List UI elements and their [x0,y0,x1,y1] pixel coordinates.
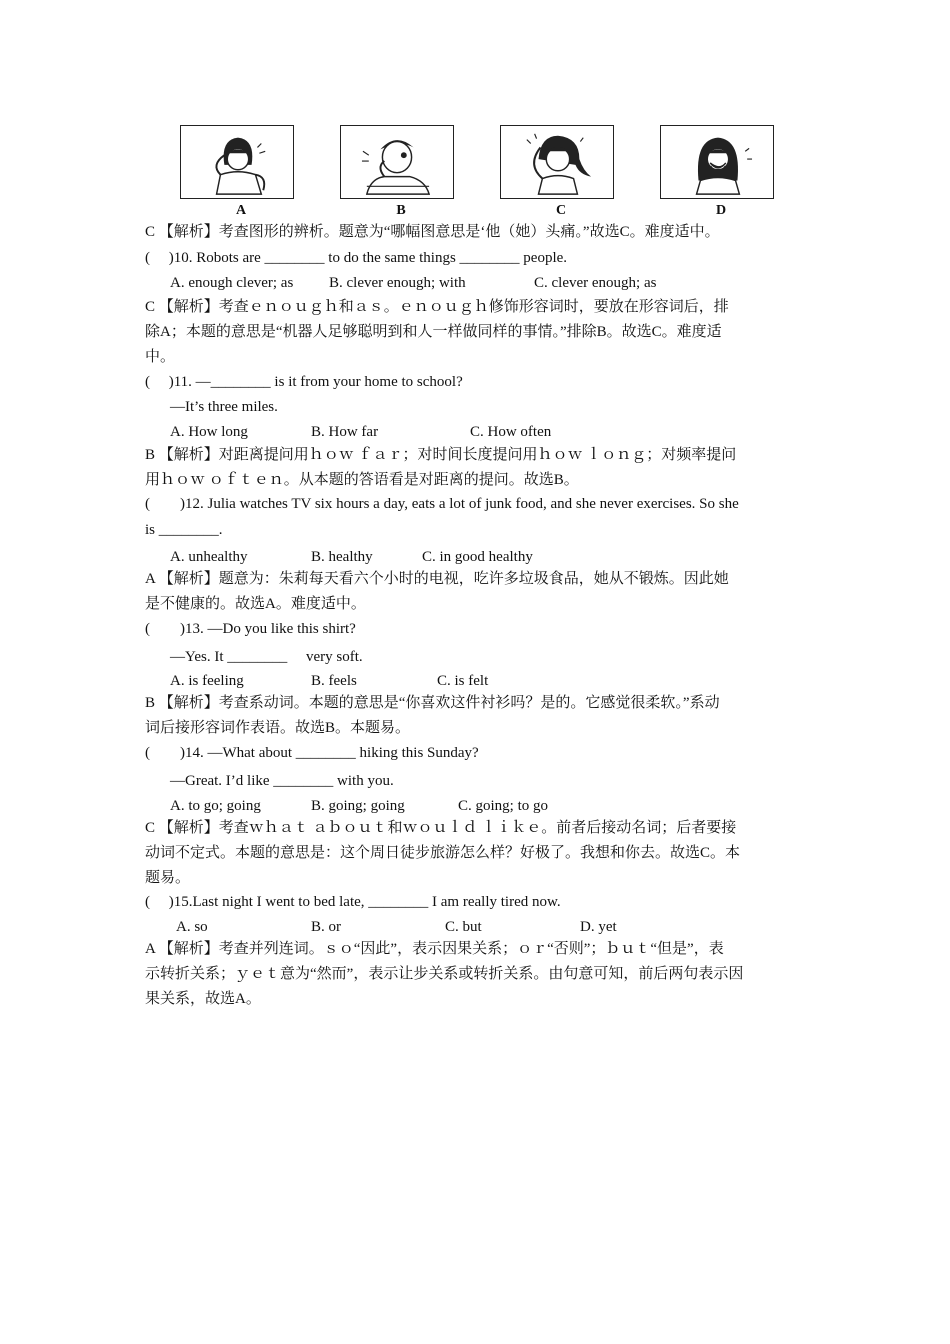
q12-option-c: C. in good healthy [422,549,533,565]
q10-explanation-line-3: 中。 [145,349,176,365]
q15-option-b: B. or [311,919,341,935]
q9-explanation: C 【解析】考查图形的辨析。题意为“哪幅图意思是‘他（她）头痛。”故选C。难度适中。 [145,224,720,240]
q14-explanation-line-3: 题易。 [145,870,191,886]
q13-option-a: A. is feeling [170,673,244,689]
q13-option-b: B. feels [311,673,357,689]
girl-holding-neck-icon [181,126,293,198]
figure-b [340,125,454,199]
q14-option-c: C. going; to go [458,798,549,814]
girl-covering-nose-icon [661,126,773,198]
q14-explanation-line-1: C 【解析】考查ｗｈａｔ ａｂｏｕｔ和ｗｏｕｌｄ ｌｉｋｅ。前者后接动名词；后者要接 [145,820,737,836]
q12-stem: ( )12. Julia watches TV six hours a day, eats a lot of junk food, and she never exercises. So she [145,496,739,512]
q11-option-b: B. How far [311,424,379,440]
q15-option-a: A. so [176,919,208,935]
q10-stem: ( )10. Robots are ________ to do the same things ________ people. [145,250,568,266]
q15-explanation-line-3: 果关系，故选A。 [145,991,261,1007]
q13-stem: ( )13. —Do you like this shirt? [145,621,356,637]
q15-explanation-line-2: 示转折关系；ｙｅｔ意为“然而”，表示让步关系或转折关系。由句意可知，前后两句表示因 [145,966,744,982]
q15-stem: ( )15.Last night I went to bed late, ________ I am really tired now. [145,894,561,910]
q15-explanation-line-1: A 【解析】考查并列连词。ｓｏ“因此”，表示因果关系；ｏｒ“否则”；ｂｕｔ“但是”，表 [145,941,724,957]
figure-d [660,125,774,199]
q12-explanation-line-1: A 【解析】题意为：朱莉每天看六个小时的电视，吃许多垃圾食品，她从不锻炼。因此她 [145,571,729,587]
figure-d-label: D [715,203,727,218]
q12-option-b: B. healthy [311,549,373,565]
q10-option-b: B. clever enough; with [329,275,466,291]
figure-c-label: C [555,203,567,218]
q14-option-a: A. to go; going [170,798,261,814]
q10-explanation-line-1: C 【解析】考查ｅｎｏｕｇｈ和ａｓ。ｅｎｏｕｇｈ修饰形容词时，要放在形容词后，排 [145,299,729,315]
q14-stem: ( )14. —What about ________ hiking this Sunday? [145,745,479,761]
q11-option-c: C. How often [470,424,552,440]
q13-explanation-line-1: B 【解析】考查系动词。本题的意思是“你喜欢这件衬衫吗？是的。它感觉很柔软。”系动 [145,695,720,711]
q13-option-c: C. is felt [437,673,489,689]
q11-explanation-line-1: B 【解析】对距离提问用ｈｏｗ ｆａｒ；对时间长度提问用ｈｏｗ ｌｏｎｇ；对频率提问 [145,447,737,463]
q14-reply: —Great. I’d like ________ with you. [170,773,394,789]
figure-b-label: B [396,203,406,218]
q12-explanation-line-2: 是不健康的。故选A。难度适中。 [145,596,366,612]
q11-reply: —It’s three miles. [170,399,278,415]
q11-explanation-line-2: 用ｈｏｗ ｏｆｔｅｎ。从本题的答语看是对距离的提问。故选B。 [145,472,579,488]
boy-holding-jaw-icon [341,126,453,198]
q14-option-b: B. going; going [311,798,405,814]
q13-explanation-line-2: 词后接形容词作表语。故选B。本题易。 [145,720,411,736]
q11-option-a: A. How long [170,424,248,440]
q12-stem-cont: is ________. [145,522,223,538]
girl-holding-head-icon [501,126,613,198]
q13-reply: —Yes. It ________ very soft. [170,649,363,665]
q10-explanation-line-2: 除A；本题的意思是“机器人足够聪明到和人一样做同样的事情。”排除B。故选C。难度适 [145,324,722,340]
q11-stem: ( )11. —________ is it from your home to school? [145,374,463,390]
figure-a-label: A [235,203,247,218]
q10-option-c: C. clever enough; as [534,275,657,291]
q14-explanation-line-2: 动词不定式。本题的意思是：这个周日徒步旅游怎么样？好极了。我想和你去。故选C。本 [145,845,741,861]
q12-option-a: A. unhealthy [170,549,248,565]
q10-option-a: A. enough clever; as [170,275,294,291]
q15-option-c: C. but [445,919,482,935]
q15-option-d: D. yet [580,919,617,935]
figure-c [500,125,614,199]
figure-a [180,125,294,199]
